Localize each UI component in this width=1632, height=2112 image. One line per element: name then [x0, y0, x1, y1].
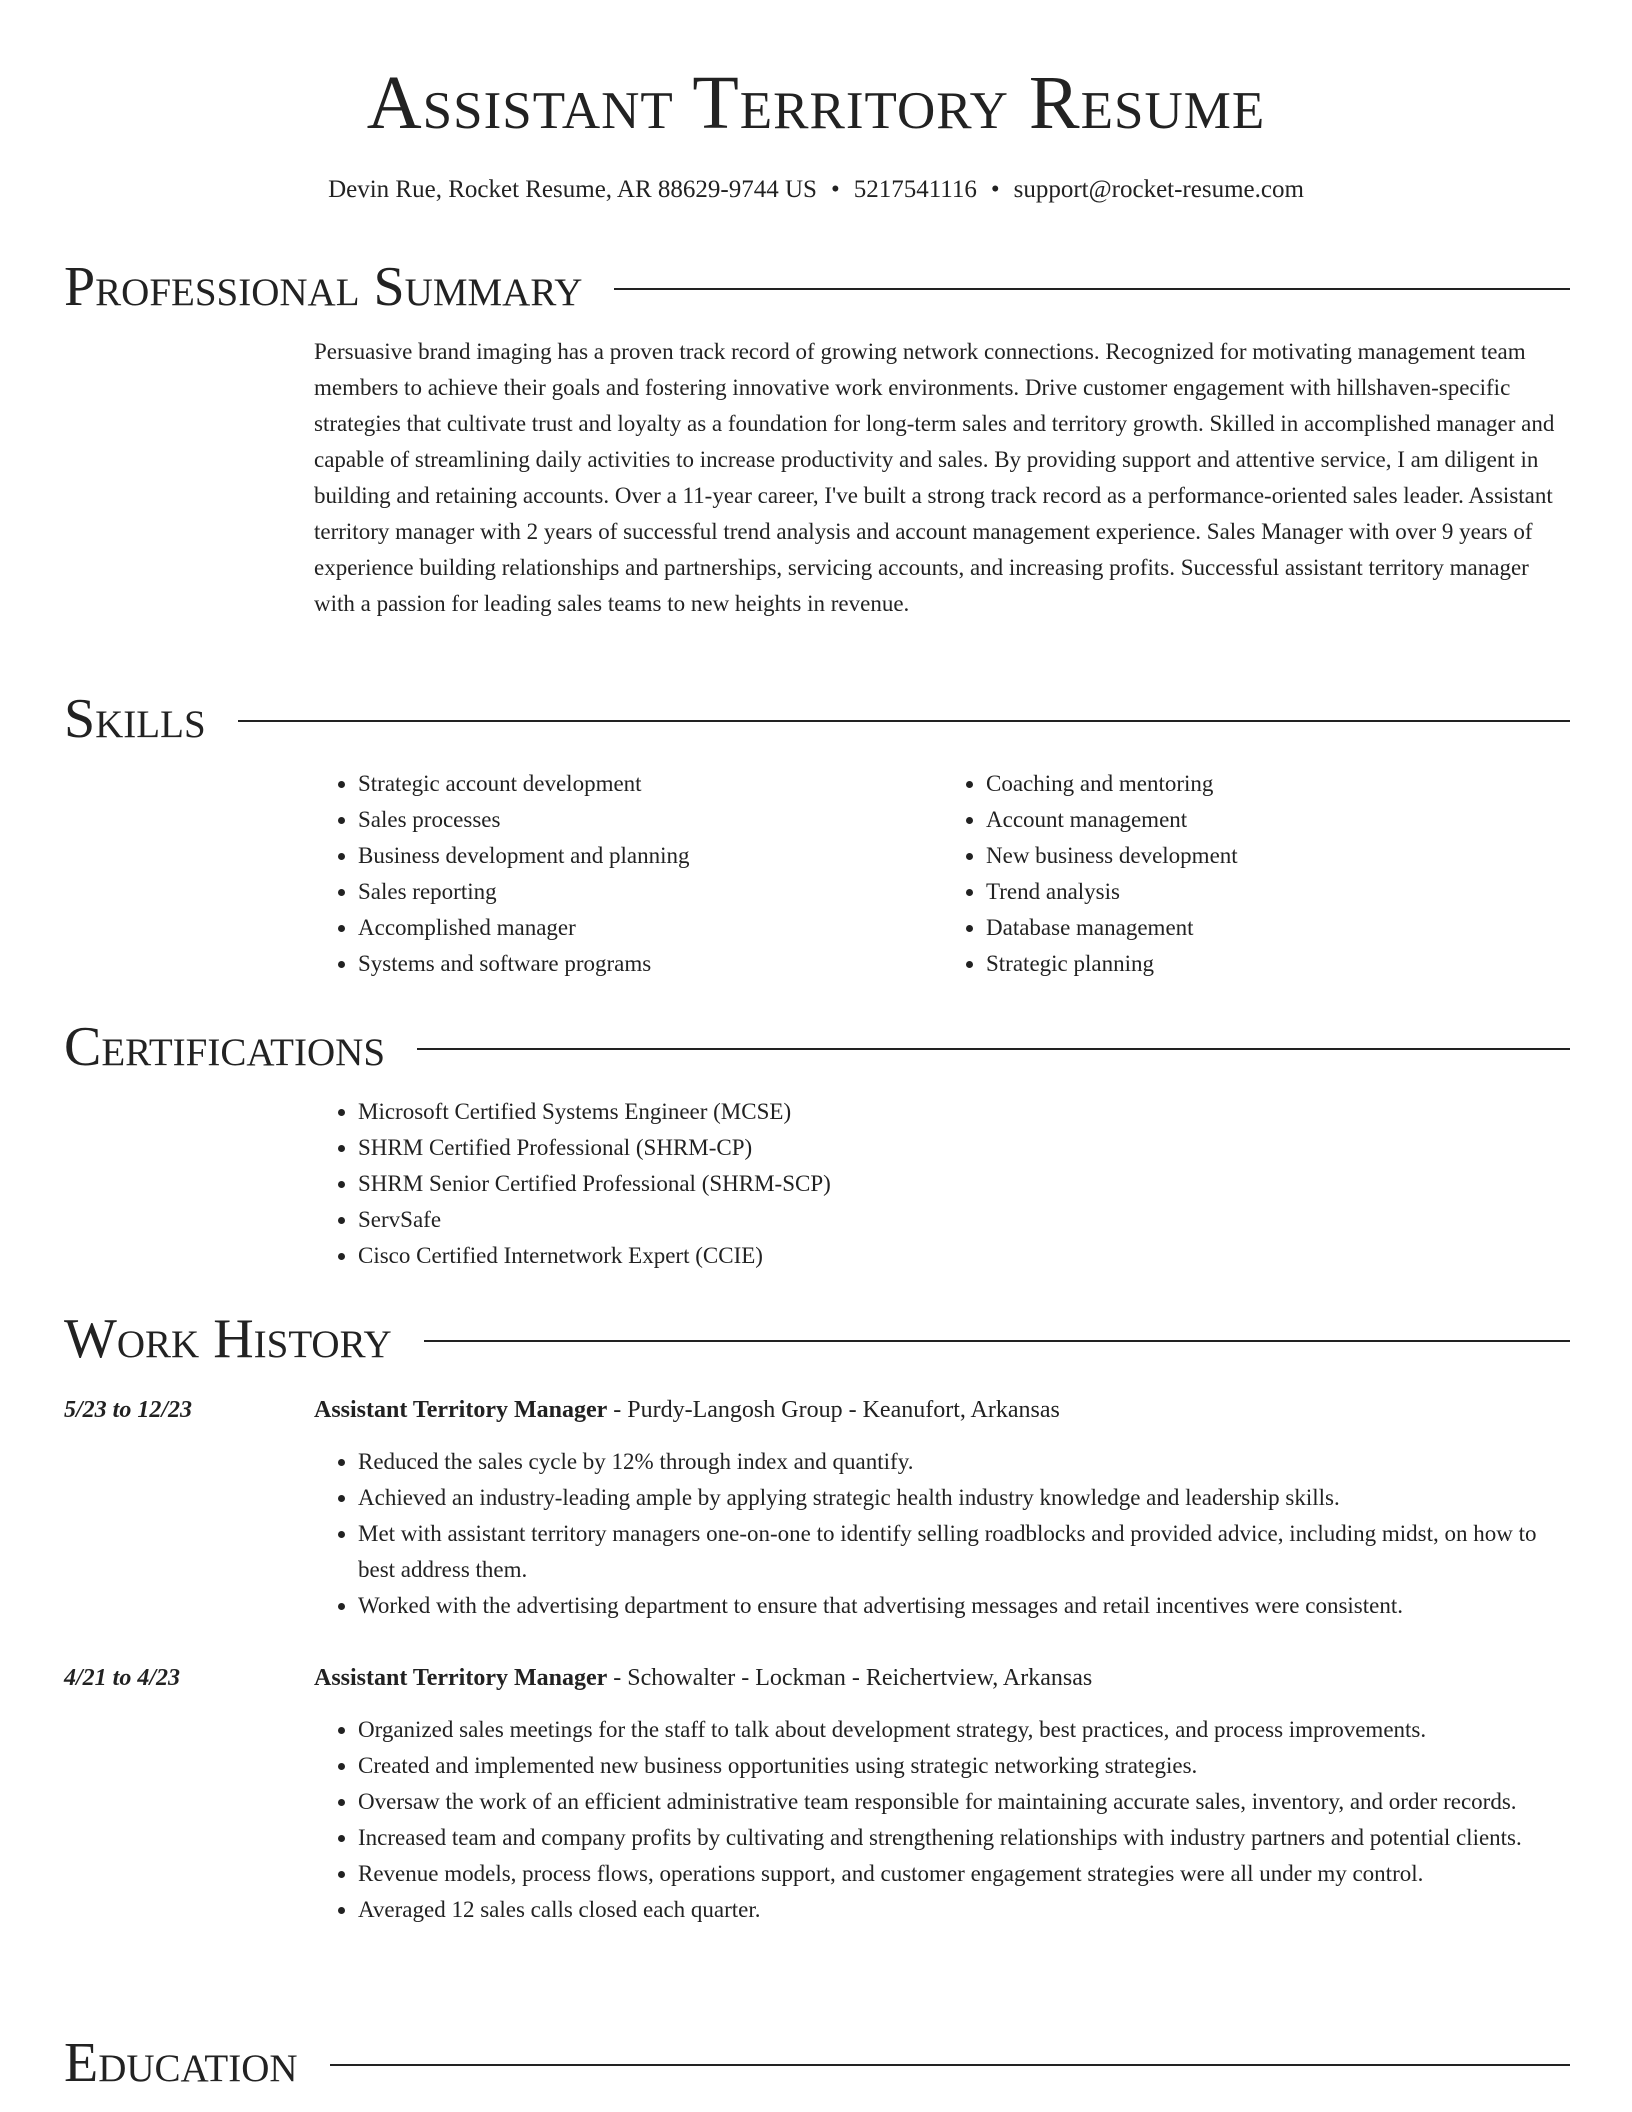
skill-item: • Database management [986, 910, 1570, 946]
skills-list-left [314, 766, 942, 982]
skill-item: • Account management [986, 802, 1570, 838]
certification-item: • Microsoft Certified Systems Engineer (MCSE) [358, 1094, 1570, 1130]
skills-list-right [942, 766, 1570, 982]
section-divider [330, 2064, 1570, 2066]
job-bullet: • Reduced the sales cycle by 12% through index and quantify. [358, 1444, 1570, 1480]
job-bullet: • Averaged 12 sales calls closed each quarter. [358, 1892, 1570, 1928]
contact-line [0, 173, 1632, 207]
section-divider [424, 1340, 1570, 1342]
job-bullet: • Organized sales meetings for the staff to talk about development strategy, best practices, and process improvements. [358, 1712, 1570, 1748]
job-company: - Purdy-Langosh Group - Keanufort, Arkansas [607, 1397, 1060, 1423]
skill-item: • Coaching and mentoring [986, 766, 1570, 802]
education-section [64, 2028, 1570, 2098]
skill-item: • Accomplished manager [358, 910, 942, 946]
skill-item: • New business development [986, 838, 1570, 874]
skill-item: • Sales processes [358, 802, 942, 838]
contact-address: Devin Rue, Rocket Resume, AR 88629-9744 US [328, 176, 817, 203]
job-bullet-list [314, 1444, 1570, 1624]
job-heading [314, 1392, 1060, 1428]
skills-heading: Skills [64, 688, 206, 750]
certification-item: • SHRM Certified Professional (SHRM-CP) [358, 1130, 1570, 1166]
job-bullet: • Achieved an industry-leading ample by applying strategic health industry knowledge and leadership skills. [358, 1480, 1570, 1516]
skill-item: • Sales reporting [358, 874, 942, 910]
job-bullet: • Increased team and company profits by cultivating and strengthening relationships with industry partners and potential clients. [358, 1820, 1570, 1856]
resume-title: Assistant Territory Resume [366, 61, 1266, 145]
summary-heading: Professional Summary [64, 256, 583, 318]
job-bullet-list [314, 1712, 1570, 1928]
job-bullet: • Created and implemented new business opportunities using strategic networking strategies. [358, 1748, 1570, 1784]
job-heading [314, 1660, 1092, 1696]
job-bullet: • Revenue models, process flows, operations support, and customer engagement strategies were all under my control. [358, 1856, 1570, 1892]
job-bullet: • Oversaw the work of an efficient administrative team responsible for maintaining accurate sales, inventory, and order records. [358, 1784, 1570, 1820]
summary-section [64, 252, 1570, 622]
contact-phone: 5217541116 [853, 176, 977, 203]
job-bullet: • Worked with the advertising department to ensure that advertising messages and retail incentives were consistent. [358, 1588, 1570, 1624]
certifications-list [314, 1094, 1570, 1274]
section-divider [238, 720, 1570, 722]
section-divider [417, 1048, 1570, 1050]
contact-separator: • [990, 176, 1000, 203]
job-dates: 5/23 to 12/23 [64, 1397, 193, 1423]
skills-columns [314, 766, 1570, 982]
certifications-section [64, 1012, 1570, 1274]
skill-item: • Trend analysis [986, 874, 1570, 910]
summary-text: Persuasive brand imaging has a proven track record of growing network connections. Recognized for motivating management team members to achieve their goals and fostering innovative work environments. Drive customer engagement with hillshaven-specific strategies that cultivate trust and loyalty as a foundation for long-term sales and territory growth. Skilled in accomplished manager and capable of streamlining daily activities to increase productivity and sales. By providing support and attentive service, I am diligent in building and retaining accounts. Over a 11-year career, I've built a strong track record as a performance-oriented sales leader. Assistant territory manager with 2 years of successful trend analysis and account management experience. Sales Manager with over 9 years of experience building relationships and partnerships, servicing accounts, and increasing profits. Successful assistant territory manager with a passion for leading sales teams to new heights in revenue. [314, 339, 1555, 616]
skill-item: • Strategic account development [358, 766, 942, 802]
certifications-body [314, 1094, 1570, 1274]
contact-separator: • [830, 176, 840, 203]
job-company: - Schowalter - Lockman - Reichertview, Arkansas [607, 1665, 1093, 1691]
section-divider [614, 288, 1570, 290]
skill-item: • Systems and software programs [358, 946, 942, 982]
certification-item: • ServSafe [358, 1202, 1570, 1238]
work-history-section [64, 1304, 1570, 1374]
job-title: Assistant Territory Manager [314, 1397, 608, 1423]
job-entry [64, 1660, 1570, 1928]
skill-item: • Strategic planning [986, 946, 1570, 982]
work-history-heading: Work History [64, 1308, 392, 1370]
job-entry [64, 1392, 1570, 1624]
skills-section [64, 684, 1570, 982]
contact-email[interactable]: support@rocket-resume.com [1013, 176, 1304, 203]
job-title: Assistant Territory Manager [314, 1665, 608, 1691]
certification-item: • Cisco Certified Internetwork Expert (CCIE) [358, 1238, 1570, 1274]
certification-item: • SHRM Senior Certified Professional (SHRM-SCP) [358, 1166, 1570, 1202]
job-bullet: • Met with assistant territory managers one-on-one to identify selling roadblocks and provided advice, including midst, on how to best address them. [358, 1516, 1570, 1588]
certifications-heading: Certifications [64, 1016, 386, 1078]
education-heading: Education [64, 2032, 298, 2094]
job-dates: 4/21 to 4/23 [64, 1665, 181, 1691]
skill-item: • Business development and planning [358, 838, 942, 874]
